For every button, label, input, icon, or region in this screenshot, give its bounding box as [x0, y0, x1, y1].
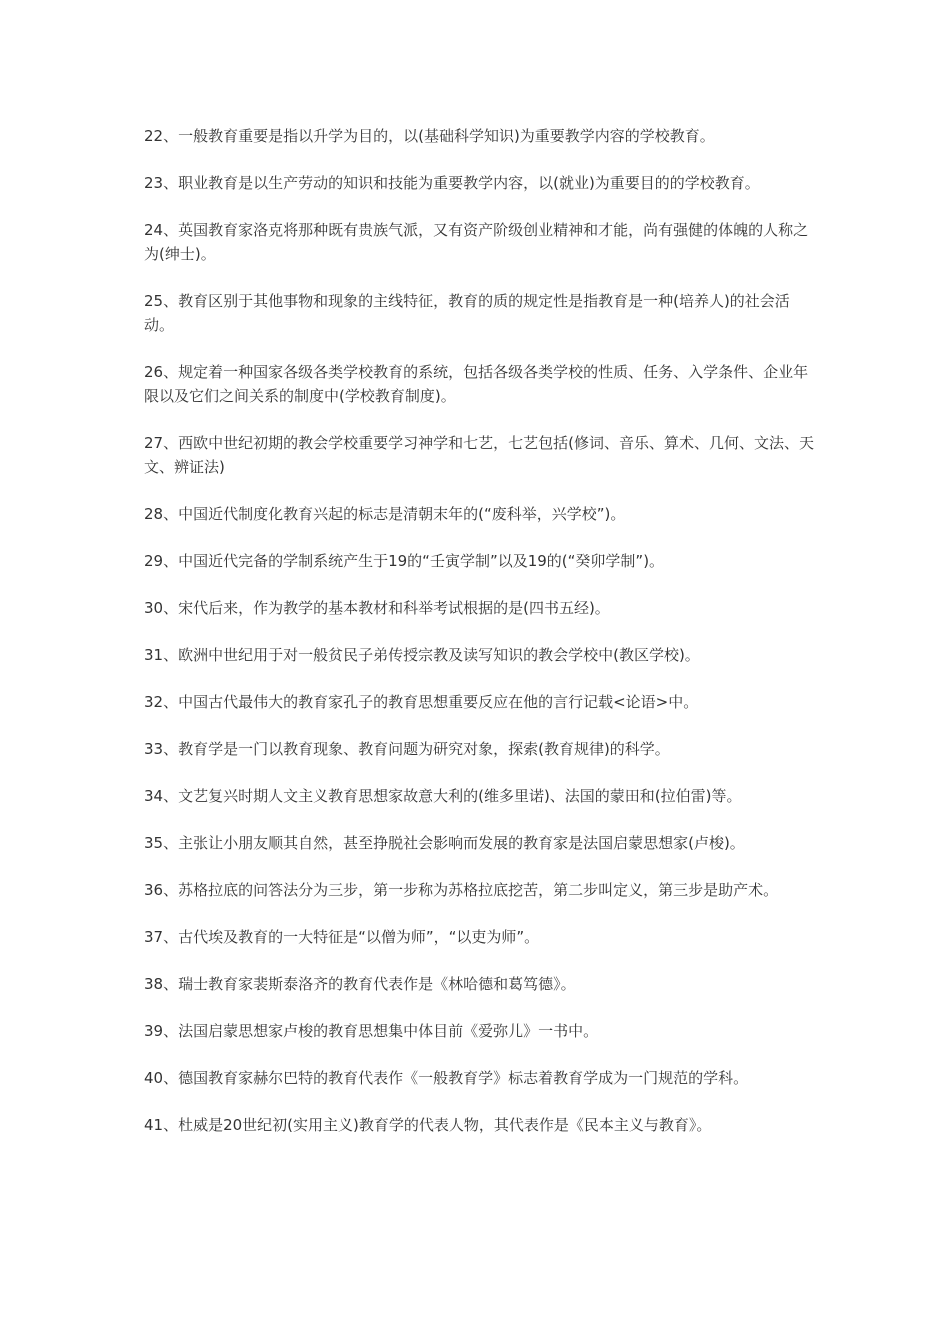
list-item: 27、西欧中世纪初期的教会学校重要学习神学和七艺，七艺包括(修词、音乐、算术、几何、文法、天文、辨证法)	[144, 434, 814, 476]
list-item: 37、古代埃及教育的一大特征是“以僧为师”，“以吏为师”。	[144, 928, 540, 946]
list-item: 29、中国近代完备的学制系统产生于19的“壬寅学制”以及19的(“癸卯学制”)。	[144, 552, 665, 570]
list-item: 41、杜威是20世纪初(实用主义)教育学的代表人物，其代表作是《民本主义与教育》。	[144, 1116, 712, 1134]
list-item: 30、宋代后来，作为教学的基本教材和科举考试根据的是(四书五经)。	[144, 599, 610, 617]
list-item: 25、教育区别于其他事物和现象的主线特征，教育的质的规定性是指教育是一种(培养人)的社会活动。	[144, 292, 790, 334]
list-item: 32、中国古代最伟大的教育家孔子的教育思想重要反应在他的言行记载<论语>中。	[144, 693, 699, 711]
list-item: 31、欧洲中世纪用于对一般贫民子弟传授宗教及读写知识的教会学校中(教区学校)。	[144, 646, 700, 664]
list-item: 26、规定着一种国家各级各类学校教育的系统，包括各级各类学校的性质、任务、入学条件、企业年限以及它们之间关系的制度中(学校教育制度)。	[144, 363, 809, 405]
list-item: 23、职业教育是以生产劳动的知识和技能为重要教学内容，以(就业)为重要目的的学校教育。	[144, 174, 760, 192]
list-item: 38、瑞士教育家裴斯泰洛齐的教育代表作是《林哈德和葛笃德》。	[144, 975, 576, 993]
list-item: 40、德国教育家赫尔巴特的教育代表作《一般教育学》标志着教育学成为一门规范的学科。	[144, 1069, 749, 1087]
list-item: 22、一般教育重要是指以升学为目的，以(基础科学知识)为重要教学内容的学校教育。	[144, 127, 715, 145]
list-item: 28、中国近代制度化教育兴起的标志是清朝末年的(“废科举，兴学校”)。	[144, 505, 626, 523]
list-item: 34、文艺复兴时期人文主义教育思想家故意大利的(维多里诺)、法国的蒙田和(拉伯雷)等。	[144, 787, 742, 805]
list-item: 33、教育学是一门以教育现象、教育问题为研究对象，探索(教育规律)的科学。	[144, 740, 670, 758]
question-list	[144, 124, 819, 1160]
list-item: 35、主张让小朋友顺其自然，甚至挣脱社会影响而发展的教育家是法国启蒙思想家(卢梭)。	[144, 834, 745, 852]
list-item: 36、苏格拉底的问答法分为三步，第一步称为苏格拉底挖苦，第二步叫定义，第三步是助产术。	[144, 881, 779, 899]
list-item: 24、英国教育家洛克将那种既有贵族气派，又有资产阶级创业精神和才能，尚有强健的体魄的人称之为(绅士)。	[144, 221, 809, 263]
list-item: 39、法国启蒙思想家卢梭的教育思想集中体目前《爱弥儿》一书中。	[144, 1022, 599, 1040]
